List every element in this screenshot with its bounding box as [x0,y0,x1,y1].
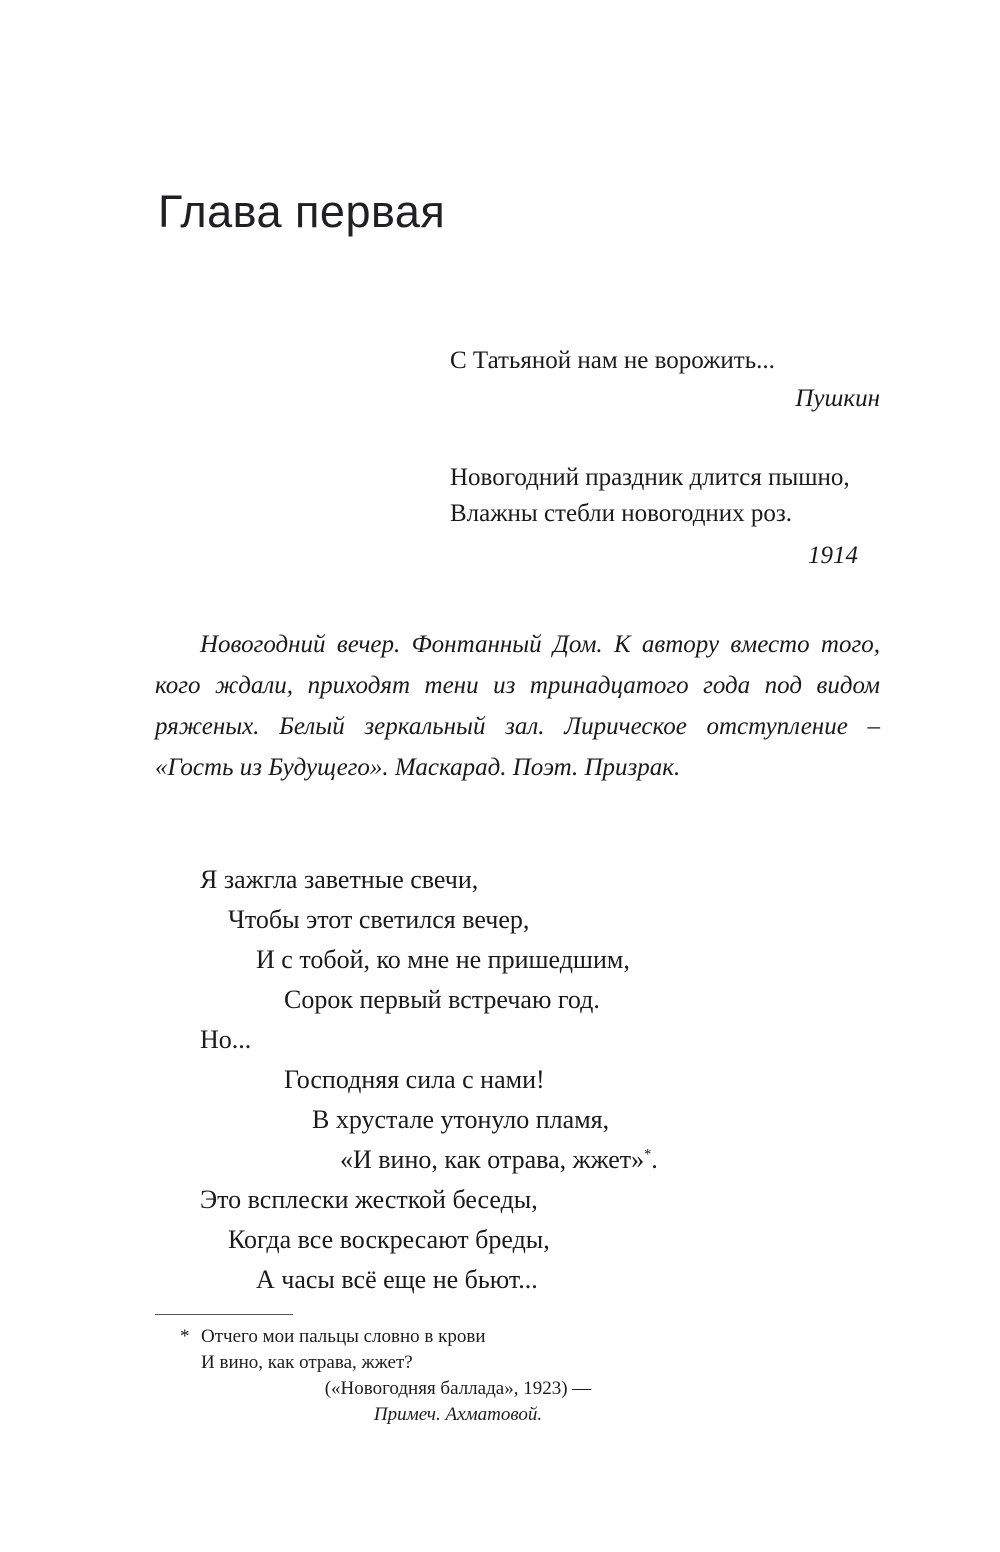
chapter-title: Глава первая [158,186,446,237]
poem-line: Чтобы этот светился вечер, [228,905,530,934]
poem-line: И с тобой, ко мне не пришедшим, [256,945,630,974]
epigraph-quote: С Татьяной нам не ворожить... [450,347,775,374]
poem-stanza [200,860,880,1300]
footnote-source [155,1376,715,1428]
footnote-line [155,1324,880,1350]
footnote-block [155,1314,880,1428]
poem-line: Но... [200,1025,252,1054]
poem-line: Господняя сила с нами! [284,1065,545,1094]
poem-line: Когда все воскресают бреды, [228,1225,550,1254]
epigraph-year: 1914 [808,542,858,569]
footnote-marker: * [180,1326,190,1347]
poem-line: Я зажгла заветные свечи, [200,865,479,894]
chapter-synopsis: Новогодний вечер. Фонтанный Дом. К автору вместо того, кого ждали, приходят тени из тринадцатого года под видом ряженых. Белый зеркальный зал. Лирическое отступление – «Гость из Будущего». Маскарад. Поэт. Призрак. [155,631,880,781]
poem-line: Сорок первый встречаю год. [284,985,600,1014]
footnote-divider [155,1314,293,1315]
poem-line: А часы всё еще не бьют... [256,1265,538,1294]
footnote-attribution: Примеч. Ахматовой. [373,1404,543,1425]
poem-line: В хрустале утонуло пламя, [312,1105,610,1134]
footnote-text: Отчего мои пальцы словно в крови [201,1326,486,1347]
epigraph-block [450,343,880,574]
footnote-source-title: («Новогодняя баллада», 1923) — [324,1378,592,1399]
epigraph-attribution: Пушкин [795,385,880,412]
poem-line: «И вино, как отрава, жжет»*. [340,1145,658,1174]
epigraph-quote-line: Новогодний праздник длится пышно, [450,464,850,491]
epigraph-quote-2 [450,460,880,532]
footnote-reference-marker: * [644,1146,652,1163]
footnote-line: И вино, как отрава, жжет? [201,1352,413,1373]
poem-line: Это всплески жесткой беседы, [200,1185,538,1214]
epigraph-quote-line: Влажны стебли новогодних роз. [450,500,793,527]
